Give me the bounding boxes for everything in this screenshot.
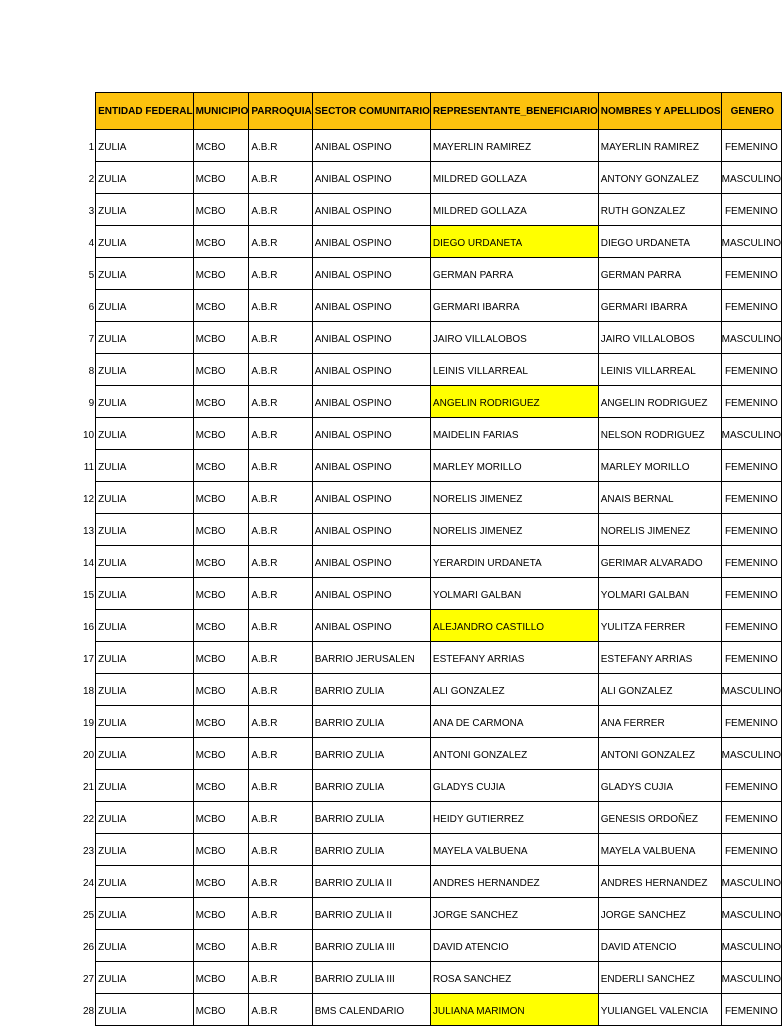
cell-representante[interactable]: DIEGO URDANETA: [430, 226, 598, 258]
cell-sector[interactable]: BARRIO ZULIA III: [312, 930, 430, 962]
cell-genero[interactable]: FEMENINO: [721, 610, 781, 642]
header-genero[interactable]: GENERO: [721, 93, 781, 130]
row-number: 12: [83, 494, 95, 505]
cell-entidad[interactable]: ZULIA: [96, 898, 193, 930]
header-representante[interactable]: REPRESENTANTE_BENEFICIARIO: [430, 93, 598, 130]
cell-nombres[interactable]: GLADYS CUJIA: [598, 770, 721, 802]
cell-municipio[interactable]: MCBO: [193, 674, 249, 706]
cell-municipio[interactable]: MCBO: [193, 322, 249, 354]
cell-genero[interactable]: MASCULINO: [721, 962, 781, 994]
cell-nombres[interactable]: MAYELA VALBUENA: [598, 834, 721, 866]
cell-sector[interactable]: ANIBAL OSPINO: [312, 578, 430, 610]
cell-representante[interactable]: DAVID ATENCIO: [430, 930, 598, 962]
cell-nombres[interactable]: JAIRO VILLALOBOS: [598, 322, 721, 354]
cell-municipio[interactable]: MCBO: [193, 226, 249, 258]
row-number: 1: [88, 142, 95, 153]
cell-nombres[interactable]: DAVID ATENCIO: [598, 930, 721, 962]
cell-representante[interactable]: ANGELIN RODRIGUEZ: [430, 386, 598, 418]
cell-sector[interactable]: BARRIO ZULIA II: [312, 866, 430, 898]
beneficiaries-table: [83, 92, 782, 1026]
cell-parroquia[interactable]: A.B.R: [249, 226, 312, 258]
cell-entidad[interactable]: ZULIA: [96, 322, 193, 354]
cell-parroquia[interactable]: A.B.R: [249, 290, 312, 322]
cell-parroquia[interactable]: A.B.R: [249, 642, 312, 674]
cell-genero[interactable]: MASCULINO: [721, 930, 781, 962]
cell-nombres[interactable]: GENESIS ORDOÑEZ: [598, 802, 721, 834]
cell-representante[interactable]: ANA DE CARMONA: [430, 706, 598, 738]
cell-municipio[interactable]: MCBO: [193, 834, 249, 866]
table-row: [83, 802, 782, 834]
cell-municipio[interactable]: MCBO: [193, 514, 249, 546]
cell-sector[interactable]: BARRIO ZULIA: [312, 706, 430, 738]
cell-genero[interactable]: FEMENINO: [721, 130, 781, 162]
cell-parroquia[interactable]: A.B.R: [249, 546, 312, 578]
cell-sector[interactable]: ANIBAL OSPINO: [312, 226, 430, 258]
cell-sector[interactable]: ANIBAL OSPINO: [312, 610, 430, 642]
cell-municipio[interactable]: MCBO: [193, 386, 249, 418]
cell-entidad[interactable]: ZULIA: [96, 546, 193, 578]
cell-sector[interactable]: BMS CALENDARIO: [312, 994, 430, 1026]
cell-representante[interactable]: JULIANA MARIMON: [430, 994, 598, 1026]
cell-genero[interactable]: FEMENINO: [721, 514, 781, 546]
cell-entidad[interactable]: ZULIA: [96, 354, 193, 386]
cell-nombres[interactable]: MAYERLIN RAMIREZ: [598, 130, 721, 162]
cell-genero[interactable]: MASCULINO: [721, 162, 781, 194]
cell-entidad[interactable]: ZULIA: [96, 514, 193, 546]
cell-representante[interactable]: ANDRES HERNANDEZ: [430, 866, 598, 898]
cell-genero[interactable]: FEMENINO: [721, 290, 781, 322]
row-number: 28: [83, 1006, 95, 1017]
cell-entidad[interactable]: ZULIA: [96, 290, 193, 322]
cell-entidad[interactable]: ZULIA: [96, 674, 193, 706]
table-row: [83, 450, 782, 482]
cell-nombres[interactable]: ANDRES HERNANDEZ: [598, 866, 721, 898]
row-number: 21: [83, 782, 95, 793]
table-row: [83, 514, 782, 546]
cell-entidad[interactable]: ZULIA: [96, 994, 193, 1026]
cell-genero[interactable]: FEMENINO: [721, 194, 781, 226]
cell-municipio[interactable]: MCBO: [193, 802, 249, 834]
table-row: [83, 386, 782, 418]
cell-genero[interactable]: FEMENINO: [721, 642, 781, 674]
cell-representante[interactable]: ESTEFANY ARRIAS: [430, 642, 598, 674]
row-number: 26: [83, 942, 95, 953]
cell-nombres[interactable]: JORGE SANCHEZ: [598, 898, 721, 930]
cell-representante[interactable]: YOLMARI GALBAN: [430, 578, 598, 610]
cell-parroquia[interactable]: A.B.R: [249, 258, 312, 290]
row-number: 24: [83, 878, 95, 889]
cell-parroquia[interactable]: A.B.R: [249, 802, 312, 834]
table-row: [83, 930, 782, 962]
table-row: [83, 962, 782, 994]
table-row: [83, 866, 782, 898]
cell-municipio[interactable]: MCBO: [193, 866, 249, 898]
table-row: [83, 162, 782, 194]
cell-entidad[interactable]: ZULIA: [96, 642, 193, 674]
row-number: 20: [83, 750, 95, 761]
cell-parroquia[interactable]: A.B.R: [249, 130, 312, 162]
cell-parroquia[interactable]: A.B.R: [249, 322, 312, 354]
cell-representante[interactable]: GERMARI IBARRA: [430, 290, 598, 322]
cell-municipio[interactable]: MCBO: [193, 898, 249, 930]
table-row: [83, 610, 782, 642]
row-number: 23: [83, 846, 95, 857]
table-row: [83, 482, 782, 514]
cell-genero[interactable]: MASCULINO: [721, 866, 781, 898]
cell-sector[interactable]: BARRIO ZULIA II: [312, 898, 430, 930]
row-number: 3: [88, 206, 95, 217]
cell-sector[interactable]: ANIBAL OSPINO: [312, 546, 430, 578]
cell-parroquia[interactable]: A.B.R: [249, 354, 312, 386]
cell-parroquia[interactable]: A.B.R: [249, 866, 312, 898]
cell-sector[interactable]: ANIBAL OSPINO: [312, 418, 430, 450]
cell-representante[interactable]: GLADYS CUJIA: [430, 770, 598, 802]
cell-sector[interactable]: ANIBAL OSPINO: [312, 322, 430, 354]
cell-genero[interactable]: FEMENINO: [721, 578, 781, 610]
row-number: 10: [83, 430, 95, 441]
cell-sector[interactable]: ANIBAL OSPINO: [312, 482, 430, 514]
cell-nombres[interactable]: DIEGO URDANETA: [598, 226, 721, 258]
cell-genero[interactable]: FEMENINO: [721, 386, 781, 418]
cell-genero[interactable]: FEMENINO: [721, 258, 781, 290]
cell-municipio[interactable]: MCBO: [193, 994, 249, 1026]
row-number: 11: [83, 462, 95, 473]
table-row: [83, 546, 782, 578]
cell-municipio[interactable]: MCBO: [193, 162, 249, 194]
cell-sector[interactable]: ANIBAL OSPINO: [312, 162, 430, 194]
cell-sector[interactable]: ANIBAL OSPINO: [312, 514, 430, 546]
cell-entidad[interactable]: ZULIA: [96, 802, 193, 834]
table-row: [83, 834, 782, 866]
cell-municipio[interactable]: MCBO: [193, 642, 249, 674]
header-municipio[interactable]: MUNICIPIO: [193, 93, 249, 130]
cell-entidad[interactable]: ZULIA: [96, 930, 193, 962]
table-row: [83, 770, 782, 802]
cell-sector[interactable]: BARRIO ZULIA III: [312, 962, 430, 994]
row-number: 16: [83, 622, 95, 633]
cell-sector[interactable]: BARRIO ZULIA: [312, 802, 430, 834]
cell-nombres[interactable]: YULITZA FERRER: [598, 610, 721, 642]
row-number: 15: [83, 590, 95, 601]
cell-municipio[interactable]: MCBO: [193, 610, 249, 642]
cell-sector[interactable]: BARRIO ZULIA: [312, 674, 430, 706]
cell-entidad[interactable]: ZULIA: [96, 706, 193, 738]
cell-municipio[interactable]: MCBO: [193, 546, 249, 578]
header-parroquia[interactable]: PARROQUIA: [249, 93, 312, 130]
cell-genero[interactable]: FEMENINO: [721, 770, 781, 802]
cell-nombres[interactable]: GERIMAR ALVARADO: [598, 546, 721, 578]
table-row: [83, 898, 782, 930]
cell-parroquia[interactable]: A.B.R: [249, 834, 312, 866]
row-number: 5: [88, 270, 95, 281]
cell-nombres[interactable]: ESTEFANY ARRIAS: [598, 642, 721, 674]
cell-representante[interactable]: MILDRED GOLLAZA: [430, 162, 598, 194]
cell-representante[interactable]: MILDRED GOLLAZA: [430, 194, 598, 226]
cell-entidad[interactable]: ZULIA: [96, 578, 193, 610]
cell-representante[interactable]: NORELIS JIMENEZ: [430, 514, 598, 546]
cell-genero[interactable]: FEMENINO: [721, 482, 781, 514]
cell-municipio[interactable]: MCBO: [193, 930, 249, 962]
cell-genero[interactable]: FEMENINO: [721, 994, 781, 1026]
cell-sector[interactable]: ANIBAL OSPINO: [312, 450, 430, 482]
cell-municipio[interactable]: MCBO: [193, 290, 249, 322]
table-row: [83, 354, 782, 386]
cell-nombres[interactable]: RUTH GONZALEZ: [598, 194, 721, 226]
table-row: [83, 418, 782, 450]
row-number: 13: [83, 526, 95, 537]
table-row: [83, 194, 782, 226]
cell-parroquia[interactable]: A.B.R: [249, 386, 312, 418]
cell-parroquia[interactable]: A.B.R: [249, 738, 312, 770]
cell-sector[interactable]: BARRIO ZULIA: [312, 738, 430, 770]
cell-entidad[interactable]: ZULIA: [96, 834, 193, 866]
cell-entidad[interactable]: ZULIA: [96, 258, 193, 290]
row-number: 27: [83, 974, 95, 985]
cell-municipio[interactable]: MCBO: [193, 962, 249, 994]
cell-representante[interactable]: MAYERLIN RAMIREZ: [430, 130, 598, 162]
cell-sector[interactable]: ANIBAL OSPINO: [312, 354, 430, 386]
table-row: [83, 706, 782, 738]
cell-sector[interactable]: ANIBAL OSPINO: [312, 386, 430, 418]
table-row: [83, 290, 782, 322]
header-row: [83, 93, 782, 130]
cell-nombres[interactable]: ALI GONZALEZ: [598, 674, 721, 706]
table-row: [83, 578, 782, 610]
cell-entidad[interactable]: ZULIA: [96, 162, 193, 194]
table-row: [83, 322, 782, 354]
table-row: [83, 130, 782, 162]
cell-sector[interactable]: ANIBAL OSPINO: [312, 290, 430, 322]
cell-entidad[interactable]: ZULIA: [96, 738, 193, 770]
row-number: 4: [88, 238, 95, 249]
cell-entidad[interactable]: ZULIA: [96, 194, 193, 226]
row-number: 14: [83, 558, 95, 569]
cell-municipio[interactable]: MCBO: [193, 258, 249, 290]
cell-parroquia[interactable]: A.B.R: [249, 418, 312, 450]
cell-parroquia[interactable]: A.B.R: [249, 610, 312, 642]
cell-municipio[interactable]: MCBO: [193, 194, 249, 226]
cell-genero[interactable]: FEMENINO: [721, 802, 781, 834]
cell-genero[interactable]: MASCULINO: [721, 226, 781, 258]
cell-genero[interactable]: MASCULINO: [721, 738, 781, 770]
cell-municipio[interactable]: MCBO: [193, 418, 249, 450]
cell-nombres[interactable]: YOLMARI GALBAN: [598, 578, 721, 610]
cell-representante[interactable]: ROSA SANCHEZ: [430, 962, 598, 994]
row-number: 17: [83, 654, 95, 665]
cell-genero[interactable]: MASCULINO: [721, 898, 781, 930]
row-number: 22: [83, 814, 95, 825]
cell-representante[interactable]: ALEJANDRO CASTILLO: [430, 610, 598, 642]
cell-municipio[interactable]: MCBO: [193, 482, 249, 514]
row-number: 18: [83, 686, 95, 697]
cell-entidad[interactable]: ZULIA: [96, 962, 193, 994]
cell-nombres[interactable]: NORELIS JIMENEZ: [598, 514, 721, 546]
row-number: 6: [88, 302, 95, 313]
cell-representante[interactable]: NORELIS JIMENEZ: [430, 482, 598, 514]
cell-representante[interactable]: JORGE SANCHEZ: [430, 898, 598, 930]
cell-entidad[interactable]: ZULIA: [96, 770, 193, 802]
cell-municipio[interactable]: MCBO: [193, 450, 249, 482]
cell-sector[interactable]: BARRIO ZULIA: [312, 834, 430, 866]
cell-representante[interactable]: GERMAN PARRA: [430, 258, 598, 290]
cell-genero[interactable]: FEMENINO: [721, 450, 781, 482]
header-number: [83, 93, 96, 130]
cell-representante[interactable]: YERARDIN URDANETA: [430, 546, 598, 578]
cell-parroquia[interactable]: A.B.R: [249, 962, 312, 994]
row-number: 19: [83, 718, 95, 729]
cell-parroquia[interactable]: A.B.R: [249, 706, 312, 738]
cell-nombres[interactable]: ANAIS BERNAL: [598, 482, 721, 514]
cell-nombres[interactable]: ANTONY GONZALEZ: [598, 162, 721, 194]
cell-entidad[interactable]: ZULIA: [96, 866, 193, 898]
cell-parroquia[interactable]: A.B.R: [249, 450, 312, 482]
header-sector[interactable]: SECTOR COMUNITARIO: [312, 93, 430, 130]
cell-genero[interactable]: FEMENINO: [721, 834, 781, 866]
cell-municipio[interactable]: MCBO: [193, 578, 249, 610]
cell-municipio[interactable]: MCBO: [193, 770, 249, 802]
cell-parroquia[interactable]: A.B.R: [249, 194, 312, 226]
cell-parroquia[interactable]: A.B.R: [249, 930, 312, 962]
table-row: [83, 994, 782, 1026]
cell-genero[interactable]: MASCULINO: [721, 674, 781, 706]
cell-sector[interactable]: ANIBAL OSPINO: [312, 130, 430, 162]
cell-representante[interactable]: ALI GONZALEZ: [430, 674, 598, 706]
cell-sector[interactable]: ANIBAL OSPINO: [312, 194, 430, 226]
cell-municipio[interactable]: MCBO: [193, 706, 249, 738]
table-row: [83, 642, 782, 674]
row-number: 2: [88, 174, 95, 185]
cell-representante[interactable]: ANTONI GONZALEZ: [430, 738, 598, 770]
cell-representante[interactable]: MAYELA VALBUENA: [430, 834, 598, 866]
cell-parroquia[interactable]: A.B.R: [249, 770, 312, 802]
cell-sector[interactable]: BARRIO JERUSALEN: [312, 642, 430, 674]
cell-municipio[interactable]: MCBO: [193, 354, 249, 386]
cell-representante[interactable]: MARLEY MORILLO: [430, 450, 598, 482]
cell-entidad[interactable]: ZULIA: [96, 386, 193, 418]
cell-genero[interactable]: FEMENINO: [721, 546, 781, 578]
spreadsheet: [83, 92, 782, 1026]
cell-entidad[interactable]: ZULIA: [96, 482, 193, 514]
table-body: [83, 130, 782, 1026]
row-number: 8: [88, 366, 95, 377]
cell-representante[interactable]: JAIRO VILLALOBOS: [430, 322, 598, 354]
cell-entidad[interactable]: ZULIA: [96, 418, 193, 450]
table-row: [83, 226, 782, 258]
cell-genero[interactable]: FEMENINO: [721, 354, 781, 386]
table-row: [83, 258, 782, 290]
cell-nombres[interactable]: NELSON RODRIGUEZ: [598, 418, 721, 450]
table-row: [83, 674, 782, 706]
cell-entidad[interactable]: ZULIA: [96, 130, 193, 162]
cell-sector[interactable]: ANIBAL OSPINO: [312, 258, 430, 290]
cell-nombres[interactable]: ANTONI GONZALEZ: [598, 738, 721, 770]
cell-municipio[interactable]: MCBO: [193, 130, 249, 162]
header-entidad[interactable]: ENTIDAD FEDERAL: [96, 93, 193, 130]
cell-entidad[interactable]: ZULIA: [96, 450, 193, 482]
header-nombres[interactable]: NOMBRES Y APELLIDOS: [598, 93, 721, 130]
cell-parroquia[interactable]: A.B.R: [249, 994, 312, 1026]
cell-municipio[interactable]: MCBO: [193, 738, 249, 770]
cell-sector[interactable]: BARRIO ZULIA: [312, 770, 430, 802]
cell-representante[interactable]: HEIDY GUTIERREZ: [430, 802, 598, 834]
cell-representante[interactable]: MAIDELIN FARIAS: [430, 418, 598, 450]
row-number: 7: [88, 334, 95, 345]
cell-nombres[interactable]: ANGELIN RODRIGUEZ: [598, 386, 721, 418]
cell-genero[interactable]: MASCULINO: [721, 322, 781, 354]
cell-parroquia[interactable]: A.B.R: [249, 674, 312, 706]
cell-entidad[interactable]: ZULIA: [96, 610, 193, 642]
cell-parroquia[interactable]: A.B.R: [249, 514, 312, 546]
cell-parroquia[interactable]: A.B.R: [249, 578, 312, 610]
cell-genero[interactable]: MASCULINO: [721, 418, 781, 450]
row-number: 9: [88, 398, 95, 409]
cell-parroquia[interactable]: A.B.R: [249, 162, 312, 194]
cell-nombres[interactable]: GERMAN PARRA: [598, 258, 721, 290]
cell-nombres[interactable]: ANA FERRER: [598, 706, 721, 738]
cell-nombres[interactable]: GERMARI IBARRA: [598, 290, 721, 322]
cell-parroquia[interactable]: A.B.R: [249, 482, 312, 514]
cell-entidad[interactable]: ZULIA: [96, 226, 193, 258]
cell-nombres[interactable]: ENDERLI SANCHEZ: [598, 962, 721, 994]
row-number: 25: [83, 910, 95, 921]
cell-genero[interactable]: FEMENINO: [721, 706, 781, 738]
cell-representante[interactable]: LEINIS VILLARREAL: [430, 354, 598, 386]
cell-nombres[interactable]: MARLEY MORILLO: [598, 450, 721, 482]
cell-nombres[interactable]: LEINIS VILLARREAL: [598, 354, 721, 386]
table-row: [83, 738, 782, 770]
cell-nombres[interactable]: YULIANGEL VALENCIA: [598, 994, 721, 1026]
cell-parroquia[interactable]: A.B.R: [249, 898, 312, 930]
